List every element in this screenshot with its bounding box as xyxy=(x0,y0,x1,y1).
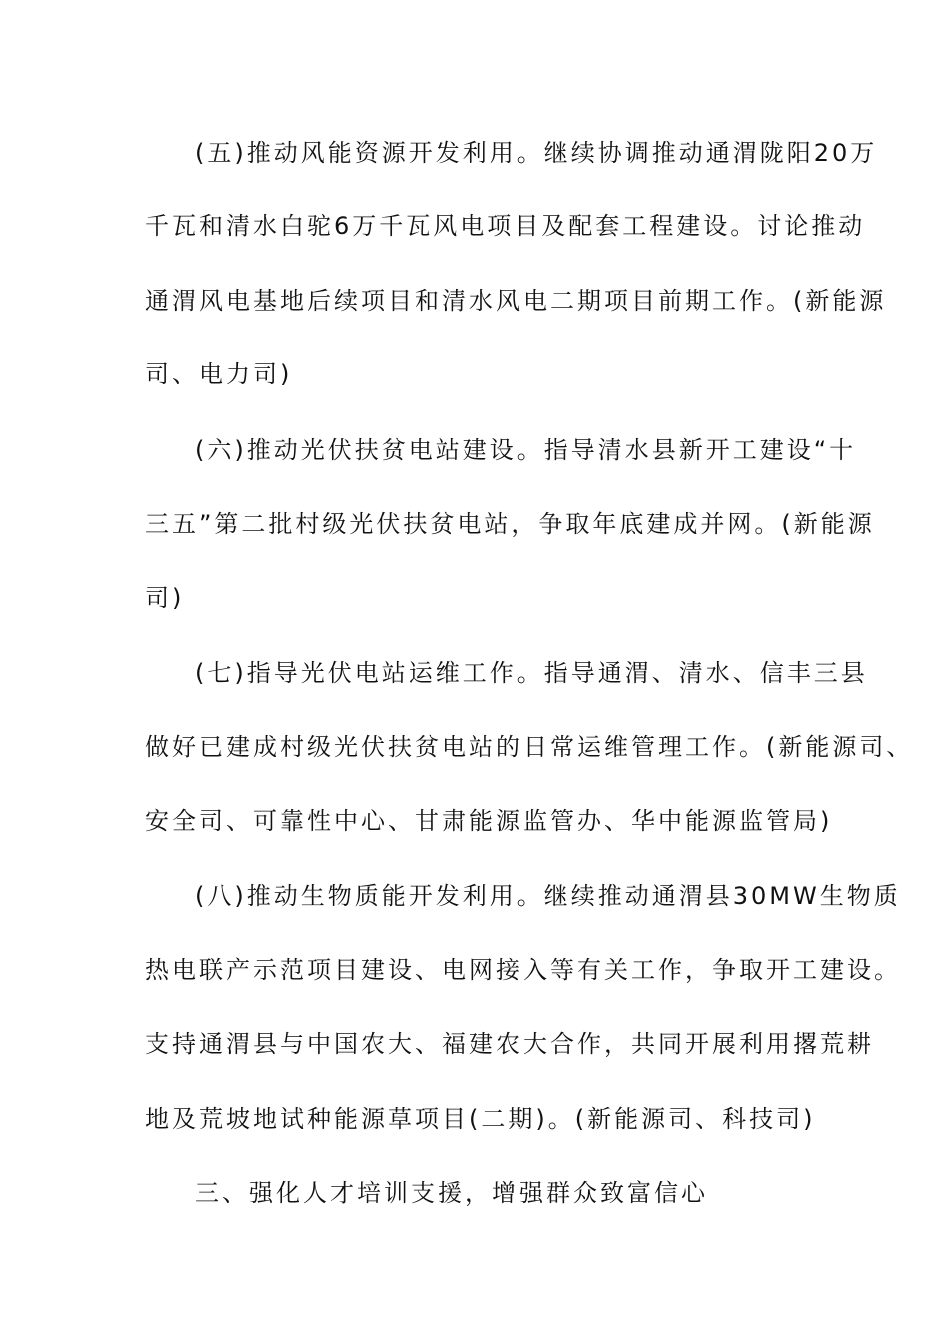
paragraph-8-line-2: 热电联产示范项目建设、电网接入等有关工作，争取开工建设。 xyxy=(145,956,901,984)
section-3-heading: 三、强化人才培训支援，增强群众致富信心 xyxy=(195,1179,708,1207)
paragraph-5-line-4: 司、电力司) xyxy=(145,360,293,388)
paragraph-7-line-3: 安全司、可靠性中心、甘肃能源监管办、华中能源监管局) xyxy=(145,807,833,835)
paragraph-6-line-2: 三五”第二批村级光伏扶贫电站，争取年底建成并网。(新能源 xyxy=(145,510,875,538)
paragraph-5-line-1: (五)推动风能资源开发利用。继续协调推动通渭陇阳20万 xyxy=(195,139,878,167)
paragraph-5-line-3: 通渭风电基地后续项目和清水风电二期项目前期工作。(新能源 xyxy=(145,287,887,315)
paragraph-8-line-3: 支持通渭县与中国农大、福建农大合作，共同开展利用撂荒耕 xyxy=(145,1030,874,1058)
paragraph-8-line-1: (八)推动生物质能开发利用。继续推动通渭县30MW生物质 xyxy=(195,882,901,910)
paragraph-5-line-2: 千瓦和清水白驼6万千瓦风电项目及配套工程建设。讨论推动 xyxy=(145,212,866,240)
paragraph-6-line-3: 司) xyxy=(145,584,185,612)
paragraph-6-line-1: (六)推动光伏扶贫电站建设。指导清水县新开工建设“十 xyxy=(195,436,857,464)
paragraph-7-line-2: 做好已建成村级光伏扶贫电站的日常运维管理工作。(新能源司、 xyxy=(145,733,914,761)
paragraph-7-line-1: (七)指导光伏电站运维工作。指导通渭、清水、信丰三县 xyxy=(195,659,868,687)
paragraph-8-line-4: 地及荒坡地试种能源草项目(二期)。(新能源司、科技司) xyxy=(145,1105,816,1133)
